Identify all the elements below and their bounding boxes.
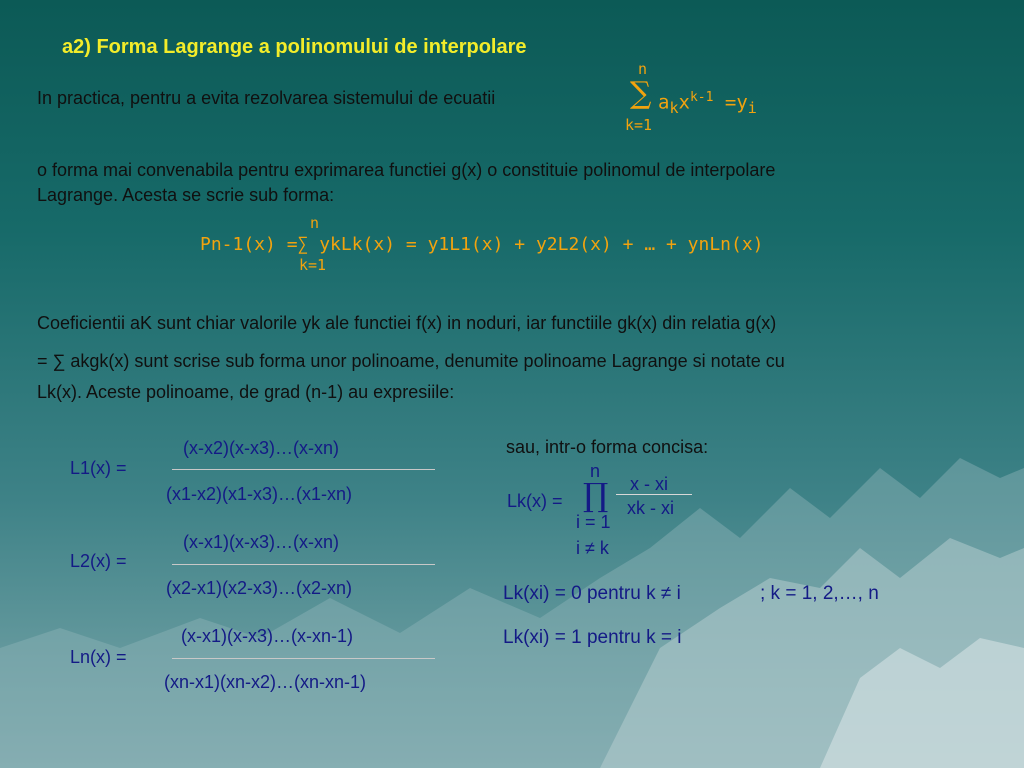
eq1-lower-limit: k=1 xyxy=(625,116,653,134)
eq2-expression: Pn-1(x) =∑ ykLk(x) = y1L1(x) + y2L2(x) + … + ynLn(x) xyxy=(200,234,764,255)
paragraph-3-line-3: Lk(x). Aceste polinoame, de grad (n-1) au expresiile: xyxy=(37,382,455,402)
eq1-upper-limit: n xyxy=(638,60,648,78)
paragraph-3-line-1: Coeficientii aK sunt chiar valorile yk ale functiei f(x) in noduri, iar functiile gk(x) din relatia g(x) xyxy=(37,313,777,333)
paragraph-3-line-2: = ∑ akgk(x) sunt scrise sub forma unor polinoame, denumite polinoame Lagrange si notate cu xyxy=(37,351,785,371)
fraction-bar xyxy=(172,469,435,470)
fraction-bar xyxy=(172,564,435,565)
concise-lhs: Lk(x) = xyxy=(507,491,563,511)
concise-denominator: xk - xi xyxy=(627,498,674,518)
slide-title: a2) Forma Lagrange a polinomului de interpolare xyxy=(62,36,527,58)
condition-one: Lk(xi) = 1 pentru k = i xyxy=(503,627,682,648)
paragraph-2-line-1: o forma mai convenabila pentru exprimarea functiei g(x) o constituie polinomul de interpolare xyxy=(37,160,776,180)
fraction-denominator: (x2-x1)(x2-x3)…(x2-xn) xyxy=(166,578,353,598)
fraction-numerator: (x-x2)(x-x3)…(x-xn) xyxy=(183,438,339,458)
eq2-lower-limit: k=1 xyxy=(299,256,327,274)
fraction-lhs: L2(x) = xyxy=(70,551,127,571)
condition-zero: Lk(xi) = 0 pentru k ≠ i xyxy=(503,583,681,604)
concise-lower-limit-1: i = 1 xyxy=(576,512,611,532)
product-icon: ∏ xyxy=(583,476,609,514)
concise-upper-limit: n xyxy=(590,461,601,481)
mountain-background xyxy=(0,348,1024,768)
sigma-icon: ∑ xyxy=(630,76,652,111)
fraction-denominator: (xn-x1)(xn-x2)…(xn-xn-1) xyxy=(164,672,367,692)
fraction-lhs: L1(x) = xyxy=(70,458,127,478)
fraction-numerator: (x-x1)(x-x3)…(x-xn-1) xyxy=(181,626,353,646)
condition-range: ; k = 1, 2,…, n xyxy=(760,583,879,604)
concise-numerator: x - xi xyxy=(630,474,668,494)
eq1-body: $a_kx^{k-1} =y_i$ xyxy=(658,90,757,118)
fraction-bar xyxy=(172,658,435,659)
paragraph-2-line-2: Lagrange. Acesta se scrie sub forma: xyxy=(37,185,335,205)
fraction-numerator: (x-x1)(x-x3)…(x-xn) xyxy=(183,532,339,552)
concise-fraction-bar xyxy=(616,494,692,495)
fraction-denominator: (x1-x2)(x1-x3)…(x1-xn) xyxy=(166,484,353,504)
concise-form-label: sau, intr-o forma concisa: xyxy=(506,437,709,457)
fraction-lhs: Ln(x) = xyxy=(70,647,127,667)
concise-lower-limit-2: i ≠ k xyxy=(576,538,609,558)
intro-text: In practica, pentru a evita rezolvarea sistemului de ecuatii xyxy=(37,88,496,108)
eq2-upper-limit: n xyxy=(310,214,320,232)
